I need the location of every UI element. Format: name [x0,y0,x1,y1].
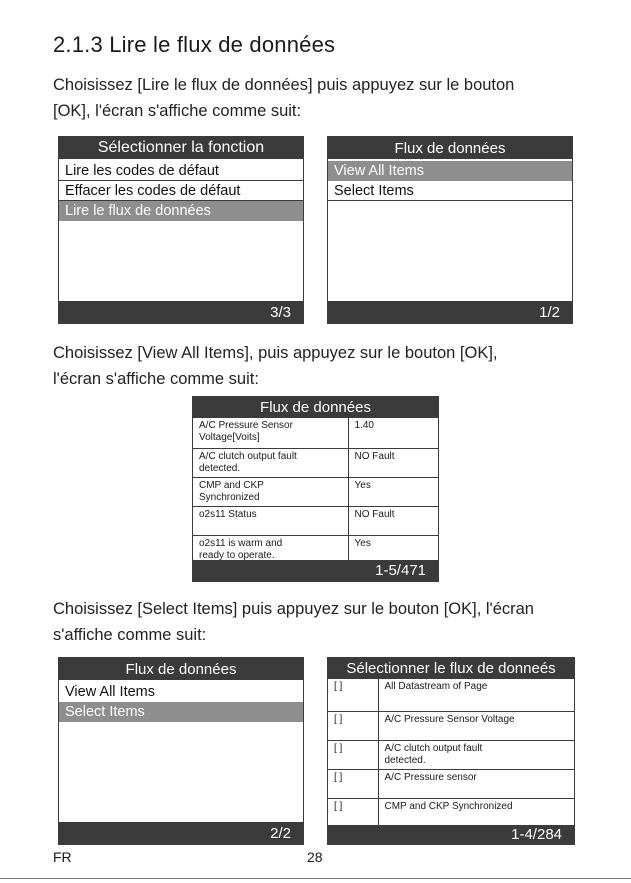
data-stream-table [193,418,438,563]
table-row[interactable] [328,740,574,769]
screen-title: Flux de données [59,658,303,680]
step2-line-1: Choisissez [View All Items], puis appuyez sur le bouton [OK], [53,344,498,362]
pid-name: CMP and CKP Synchronized [378,798,574,825]
table-row[interactable] [193,506,438,535]
page-indicator: 1-5/471 [193,560,438,581]
screen-title: Flux de données [328,137,572,159]
checkbox[interactable]: [ ] [328,740,378,769]
step3-line-2: s'affiche comme suit: [53,626,207,644]
screen-title: Sélectionner la fonction [59,137,303,159]
menu-item-erase-codes[interactable]: Effacer les codes de défaut [59,181,303,201]
footer-rule [0,878,631,879]
table-row[interactable] [328,798,574,825]
menu-item-view-all[interactable]: View All Items [328,161,572,181]
checkbox[interactable]: [ ] [328,711,378,740]
pid-name: A/C Pressure sensor [378,769,574,798]
screen-title: Sélectionner le flux de donneés [328,658,574,679]
select-stream-table [328,679,574,826]
pid-value: Yes [348,477,438,506]
pid-name: A/C Pressure Sensor Voltage [378,711,574,740]
page-indicator: 2/2 [59,822,303,844]
intro-line-1: Choisissez [Lire le flux de données] puis appuyez sur le bouton [53,76,515,94]
table-row[interactable] [193,535,438,562]
pid-value: 1.40 [348,418,438,448]
menu-item-select-items[interactable]: Select Items [59,702,303,722]
menu-item-read-codes[interactable]: Lire les codes de défaut [59,161,303,181]
menu-item-read-data-stream[interactable]: Lire le flux de données [59,201,303,221]
pid-value: NO Fault [348,448,438,477]
screen-data-stream-menu-2 [58,657,304,845]
checkbox[interactable]: [ ] [328,798,378,825]
step3-line-1: Choisissez [Select Items] puis appuyez sur le bouton [OK], l'écran [53,600,534,618]
footer-language: FR [53,849,72,865]
table-row[interactable] [328,769,574,798]
screen-title: Flux de données [193,397,438,418]
menu-item-view-all[interactable]: View All Items [65,684,155,700]
page-indicator: 3/3 [59,301,303,323]
footer-page-number: 28 [307,849,323,865]
pid-value: Yes [348,535,438,562]
table-row[interactable] [193,418,438,448]
pid-name: A/C clutch output fault detected. [193,448,348,477]
pid-name: o2s11 is warm and ready to operate. [193,535,348,562]
table-row[interactable] [193,448,438,477]
table-row[interactable] [328,679,574,711]
table-row[interactable] [328,711,574,740]
pid-name: CMP and CKP Synchronized [193,477,348,506]
pid-value: NO Fault [348,506,438,535]
section-heading: 2.1.3 Lire le flux de données [53,32,336,57]
pid-name: All Datastream of Page [378,679,574,711]
screen-select-data-stream [327,657,575,845]
screen-select-function [58,136,304,324]
checkbox[interactable]: [ ] [328,679,378,711]
pid-name: o2s11 Status [193,506,348,535]
checkbox[interactable]: [ ] [328,769,378,798]
pid-name: A/C clutch output fault detected. [378,740,574,769]
pid-name: A/C Pressure Sensor Voltage[Voits] [193,418,348,448]
intro-line-2: [OK], l'écran s'affiche comme suit: [53,102,302,120]
menu-item-select-items[interactable]: Select Items [328,181,572,201]
table-row[interactable] [193,477,438,506]
page-indicator: 1/2 [328,301,572,323]
page-indicator: 1-4/284 [328,825,574,844]
screen-data-stream-menu [327,136,573,324]
step2-line-2: l'écran s'affiche comme suit: [53,370,259,388]
screen-data-stream-values [192,396,439,582]
